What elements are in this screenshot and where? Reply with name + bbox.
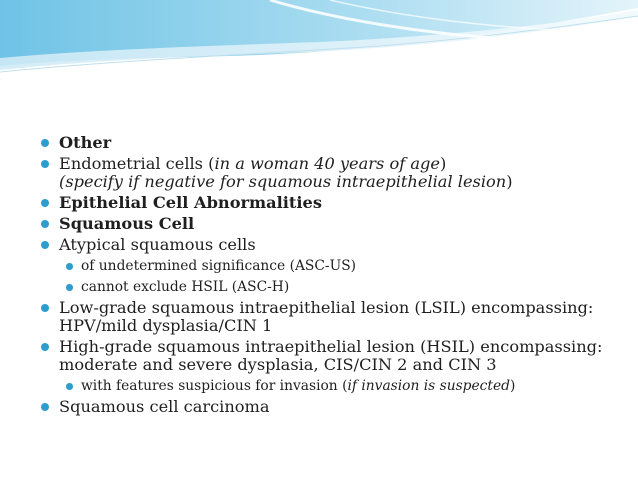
item-text: Squamous Cell xyxy=(59,214,195,233)
list-item-atypical-squamous-cells xyxy=(40,236,620,254)
filled-circle-bullet-icon xyxy=(41,343,49,351)
filled-circle-bullet-icon xyxy=(66,263,73,270)
filled-circle-bullet-icon xyxy=(66,383,73,390)
list-item-lsil xyxy=(40,299,620,335)
item-text: HPV/mild dysplasia/CIN 1 xyxy=(59,316,273,335)
list-item-squamous-cell-carcinoma xyxy=(40,398,620,416)
bullet-list xyxy=(40,134,620,416)
filled-circle-bullet-icon xyxy=(41,220,49,228)
item-text: Atypical squamous cells xyxy=(59,235,256,254)
item-text: ) xyxy=(506,172,513,191)
item-text: with features suspicious for invasion ( xyxy=(81,378,348,394)
item-text: Epithelial Cell Abnormalities xyxy=(59,193,322,212)
item-italic-text: (specify if negative for squamous intraepithelial lesion xyxy=(59,172,507,191)
filled-circle-bullet-icon xyxy=(41,403,49,411)
list-item-other xyxy=(40,134,620,152)
item-text: High-grade squamous intraepithelial lesion (HSIL) encompassing: xyxy=(59,337,603,356)
list-item-endometrial-cells xyxy=(40,155,620,191)
list-item-hsil xyxy=(40,338,620,374)
filled-circle-bullet-icon xyxy=(41,304,49,312)
slide-body xyxy=(40,134,620,419)
item-text: Other xyxy=(59,133,112,152)
list-item-invasion xyxy=(65,377,620,395)
item-text: ) xyxy=(509,378,516,394)
item-italic-text: in a woman 40 years of age xyxy=(214,154,440,173)
item-text: Squamous cell carcinoma xyxy=(59,397,270,416)
filled-circle-bullet-icon xyxy=(41,160,49,168)
filled-circle-bullet-icon xyxy=(66,284,73,291)
item-italic-text: if invasion is suspected xyxy=(347,378,510,394)
filled-circle-bullet-icon xyxy=(41,241,49,249)
filled-circle-bullet-icon xyxy=(41,199,49,207)
list-item-squamous-cell xyxy=(40,215,620,233)
header-wave-decoration xyxy=(0,0,638,80)
item-text: moderate and severe dysplasia, CIS/CIN 2 and CIN 3 xyxy=(59,355,497,374)
item-text: ) xyxy=(439,154,447,173)
item-text: cannot exclude HSIL (ASC-H) xyxy=(81,279,290,295)
item-text: Endometrial cells ( xyxy=(59,154,215,173)
list-item-asc-h xyxy=(65,278,620,296)
list-item-asc-us xyxy=(65,257,620,275)
item-text: of undetermined significance (ASC-US) xyxy=(81,258,357,274)
filled-circle-bullet-icon xyxy=(41,139,49,147)
list-item-epithelial-cell-abnormalities xyxy=(40,194,620,212)
item-text: Low-grade squamous intraepithelial lesion (LSIL) encompassing: xyxy=(59,298,594,317)
